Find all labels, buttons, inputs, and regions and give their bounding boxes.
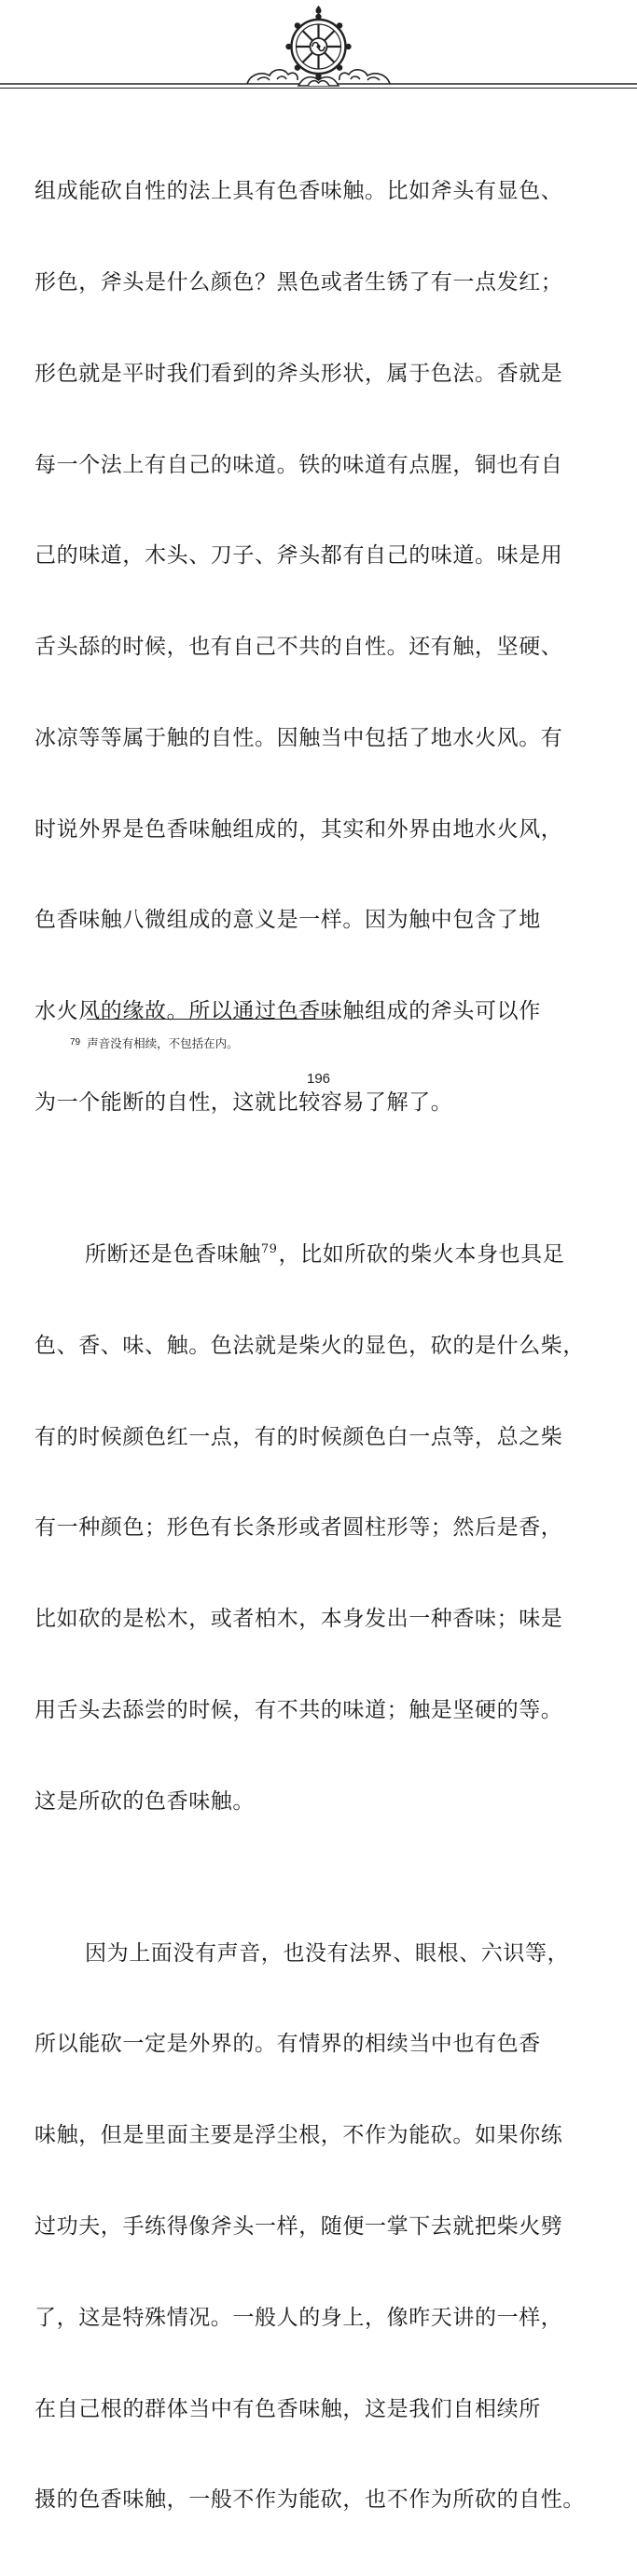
text-line: 冰凉等等属于触的自性。因触当中包括了地水火风。有 — [35, 725, 563, 750]
footnote — [70, 1035, 239, 1051]
footnote-reference[interactable]: 79 — [260, 1241, 278, 1256]
text-line: 所以能砍一定是外界的。有情界的相续当中也有色香 — [35, 2032, 541, 2057]
text-line: 比如砍的是松木，或者柏木，本身发出一种香味；味是 — [35, 1607, 563, 1632]
text-line: 每一个法上有自己的味道。铁的味道有点腥，铜也有自 — [35, 452, 563, 477]
page-header-ornament — [0, 0, 637, 103]
text-line: 为一个能断的自性，这就比较容易了解了。 — [35, 1090, 453, 1115]
text-line: 用舌头去舔尝的时候，有不共的味道；触是坚硬的等。 — [35, 1697, 563, 1722]
text-line: 舌头舔的时候，也有自己不共的自性。还有触，坚硬、 — [35, 635, 563, 660]
paragraph-3 — [35, 1877, 613, 2576]
text-line: 色香味触八微组成的意义是一样。因为触中包含了地 — [35, 908, 541, 933]
footnote-text: 声音没有相续，不包括在内。 — [87, 1036, 239, 1050]
page-number: 196 — [306, 1071, 331, 1087]
text-line: 了，这是特殊情况。一般人的身上，像昨天讲的一样， — [35, 2305, 563, 2330]
text-line: 己的味道，木头、刀子、斧头都有自己的味道。味是用 — [35, 543, 563, 569]
text-line: 水火风的缘故。所以通过色香味触组成的斧头可以作 — [35, 999, 541, 1024]
text-line: 因为上面没有声音，也没有法界、眼根、六识等， — [85, 1940, 570, 1966]
text-line: 有一种颜色；形色有长条形或者圆柱形等；然后是香， — [35, 1515, 563, 1541]
text-line: 摄的色香味触，一般不作为能砍，也不作为所砍的自性。 — [35, 2487, 585, 2513]
text-line — [35, 1240, 613, 1270]
cloud-ornament-left-icon — [247, 70, 298, 84]
text-line: 色、香、味、触。色法就是柴火的显色，砍的是什么柴， — [35, 1333, 585, 1358]
text-line: 这是所砍的色香味触。 — [35, 1788, 255, 1814]
footnote-separator — [87, 1019, 334, 1020]
dharma-wheel-icon — [285, 6, 351, 79]
text-line: 在自己根的群体当中有色香味触，这是我们自相续所 — [35, 2396, 541, 2421]
text-line: 形色，斧头是什么颜色？黑色或者生锈了有一点发红； — [35, 269, 563, 295]
paragraph-2 — [35, 1179, 613, 1878]
text-line: 组成能砍自性的法上具有色香味触。比如斧头有显色、 — [35, 179, 563, 204]
text-line: 有的时候颜色红一点，有的时候颜色白一点等，总之柴 — [35, 1424, 563, 1449]
text-line: 时说外界是色香味触组成的，其实和外界由地水火风， — [35, 816, 563, 842]
cloud-ornament-right-icon — [339, 70, 390, 84]
text-before-footnote-ref: 所断还是色香味触 — [85, 1241, 261, 1267]
text-after-footnote-ref: ，比如所砍的柴火本身也具足 — [278, 1241, 565, 1267]
footnote-number: 79 — [70, 1037, 81, 1048]
text-line: 过功夫，手练得像斧头一样，随便一掌下去就把柴火劈 — [35, 2213, 563, 2239]
text-line: 形色就是平时我们看到的斧头形状，属于色法。香就是 — [35, 361, 563, 386]
body-text — [35, 116, 613, 2576]
text-line: 味触，但是里面主要是浮尘根，不作为能砍。如果你练 — [35, 2123, 563, 2148]
